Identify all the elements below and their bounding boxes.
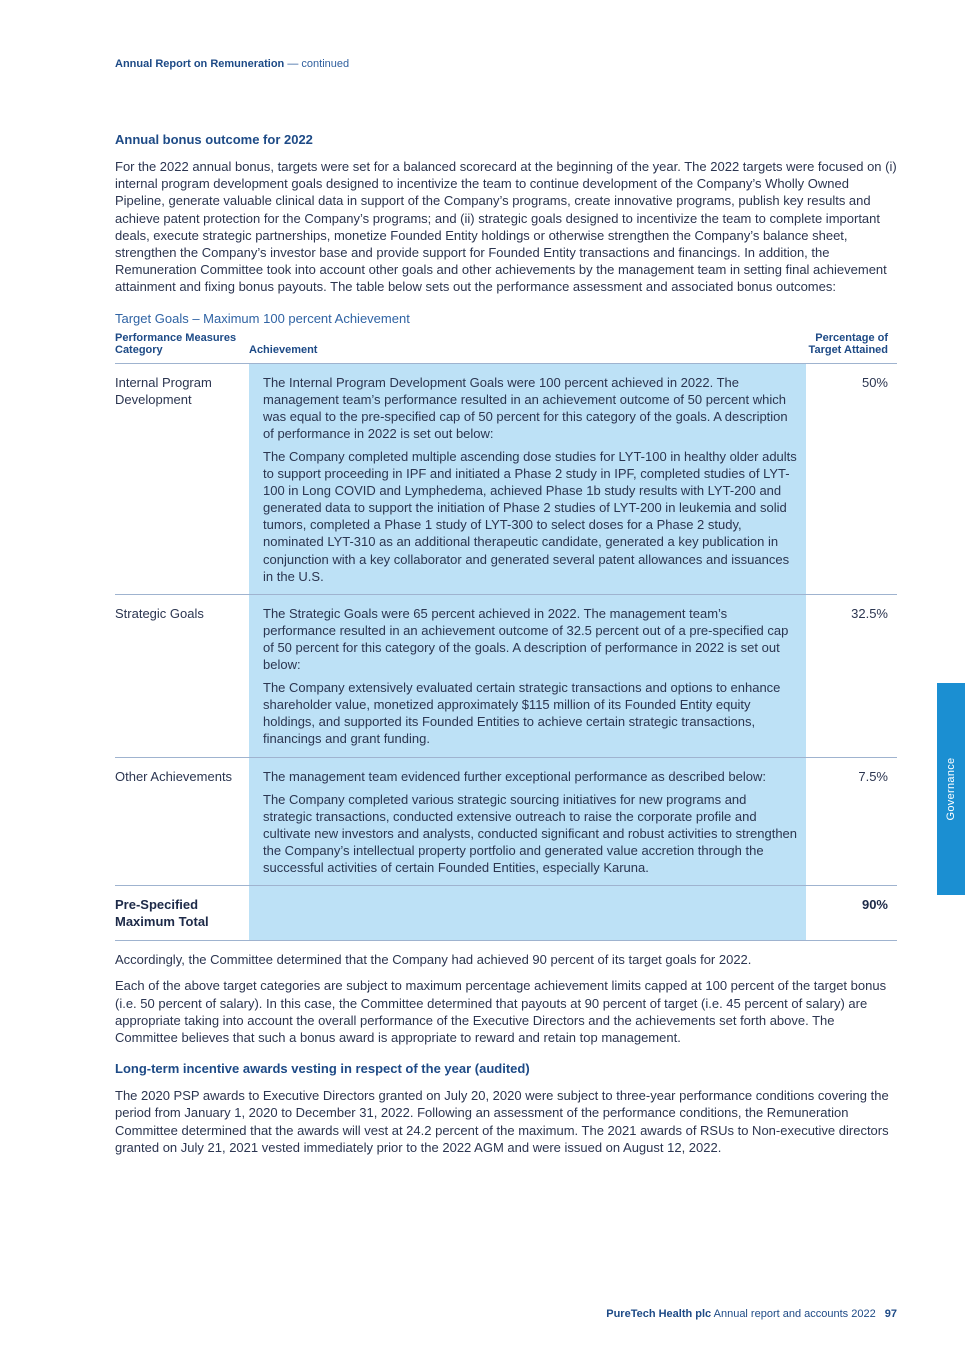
page-footer — [606, 1308, 897, 1320]
row-achievement — [249, 363, 806, 594]
running-head-section: Annual Report on Remuneration — [115, 58, 285, 70]
total-achievement-cell — [249, 886, 806, 941]
header-category: Performance Measures Category — [115, 332, 249, 364]
total-label: Pre-Specified Maximum Total — [115, 886, 249, 941]
table-total-row — [115, 886, 897, 941]
header-achievement: Achievement — [249, 332, 806, 364]
achievement-summary: The Strategic Goals were 65 percent achieved in 2022. The management team’s performance resulted in an achievement outcome of 32.5 percent out of a pre-specified cap of 50 percent for this category of the goals. A description of performance in 2022 is set out below: — [263, 605, 789, 673]
row-achievement — [249, 594, 806, 757]
ltip-body: The 2020 PSP awards to Executive Directors granted on July 20, 2020 were subject to three-year performance conditions covering the period from January 1, 2020 to December 31, 2022. Following an assessment of the performance conditions, the Remuneration Committee determined that the awards will vest at 24.2 percent of the maximum. The 2021 awards of RSUs to Non-executive directors granted on July 21, 2021 vested immediately prior to the 2022 AGM and were issued on August 12, 2022. — [115, 1088, 889, 1155]
ltip-heading: Long-term incentive awards vesting in respect of the year (audited) — [115, 1061, 530, 1077]
achievement-detail: The Company extensively evaluated certain strategic transactions and options to enhance shareholder value, monetized approximately $115 million of its Founded Entity equity holdings, and supported its Founded Entities to achieve certain strategic transactions, financings and grant funding. — [263, 680, 781, 747]
total-percentage: 90% — [806, 886, 897, 941]
running-head-continued: — continued — [287, 58, 350, 70]
page-number: 97 — [884, 1308, 897, 1320]
row-category: Strategic Goals — [115, 594, 249, 757]
table-row — [115, 594, 897, 757]
table-caption: Target Goals – Maximum 100 percent Achievement — [115, 310, 410, 326]
achievement-summary: The management team evidenced further exceptional performance as described below: — [263, 768, 766, 784]
row-percentage: 32.5% — [806, 594, 897, 757]
footer-publication: Annual report and accounts 2022 — [713, 1308, 876, 1320]
main-content — [115, 131, 897, 1165]
row-category: Other Achievements — [115, 757, 249, 886]
footer-company: PureTech Health plc — [606, 1308, 712, 1320]
achievement-detail: The Company completed multiple ascending dose studies for LYT-100 in healthy older adults to support proceeding in IPF and initiated a Phase 2 study in IPF, completed studies of LYT-100 in Long COVID and Lymphedema, achieved Phase 1b study results with LYT-200 and generated data to support the initiation of Phase 2 studies of LYT-200 in leukemia and solid tumors, completed a Phase 1 study of LYT-300 to select doses for a Phase 2 study, nominated LYT-310 as an additional therapeutic candidate, generated a key publication in conjunction with a key collaborator and generated several patent allowances and issuances in the U.S. — [263, 449, 797, 584]
row-achievement — [249, 757, 806, 886]
bonus-heading: Annual bonus outcome for 2022 — [115, 132, 313, 147]
table-header-row — [115, 332, 897, 364]
achievement-summary: The Internal Program Development Goals were 100 percent achieved in 2022. The management team’s performance resulted in an achievement outcome of 50 percent which was equal to the pre-specified cap of 50 percent for this category of the goals. A description of performance in 2022 is set out below: — [263, 374, 788, 441]
section-tab-governance[interactable] — [937, 683, 965, 895]
header-percentage: Percentage of Target Attained — [806, 332, 897, 364]
table-row — [115, 363, 897, 594]
row-category: Internal Program Development — [115, 363, 249, 594]
row-percentage: 7.5% — [806, 757, 897, 886]
target-goals-table — [115, 332, 897, 942]
bonus-conclusion: Accordingly, the Committee determined that the Company had achieved 90 percent of its target goals for 2022. — [115, 952, 752, 968]
bonus-intro: For the 2022 annual bonus, targets were set for a balanced scorecard at the beginning of the year. The 2022 targets were focused on (i) internal program development goals designed to incentivize the team to continue development of the Company’s Wholly Owned Pipeline, generate valuable clinical data in support of the Company’s programs, create innovative programs, publish key results and achieve patent protection for the Company’s programs; and (ii) strategic goals designed to incentivize the team to complete important deals, execute strategic partnerships, monetize Founded Entity holdings or otherwise strengthen the Company’s balance sheet, strengthen the Company’s investor base and provide support for Founded Entity transactions and financings. In addition, the Remuneration Committee took into account other goals and other achievements by the management team in setting final achievement attainment and fixing bonus payouts. The table below sets out the performance assessment and associated bonus outcomes: — [115, 159, 897, 295]
section-tab-label: Governance — [945, 757, 957, 821]
row-percentage: 50% — [806, 363, 897, 594]
running-head — [115, 58, 349, 70]
table-row — [115, 757, 897, 886]
bonus-cap-explanation: Each of the above target categories are subject to maximum percentage achievement limits capped at 100 percent of the target bonus (i.e. 50 percent of salary). In this case, the Committee determined that payouts at 90 percent of target (i.e. 45 percent of salary) are appropriate taking into account the overall performance of the Executive Directors and the achievements set forth above. The Committee believes that such a bonus award is appropriate to reward and retain top management. — [115, 978, 887, 1046]
achievement-detail: The Company completed various strategic sourcing initiatives for new programs and strategic transactions, conducted extensive outreach to raise the corporate profile and cultivate new investors and analysts, conducted significant and robust activities to strengthen the Company’s intellectual property portfolio and generated value accretion through the successful activities of certain Founded Entities, especially Karuna. — [263, 791, 798, 875]
